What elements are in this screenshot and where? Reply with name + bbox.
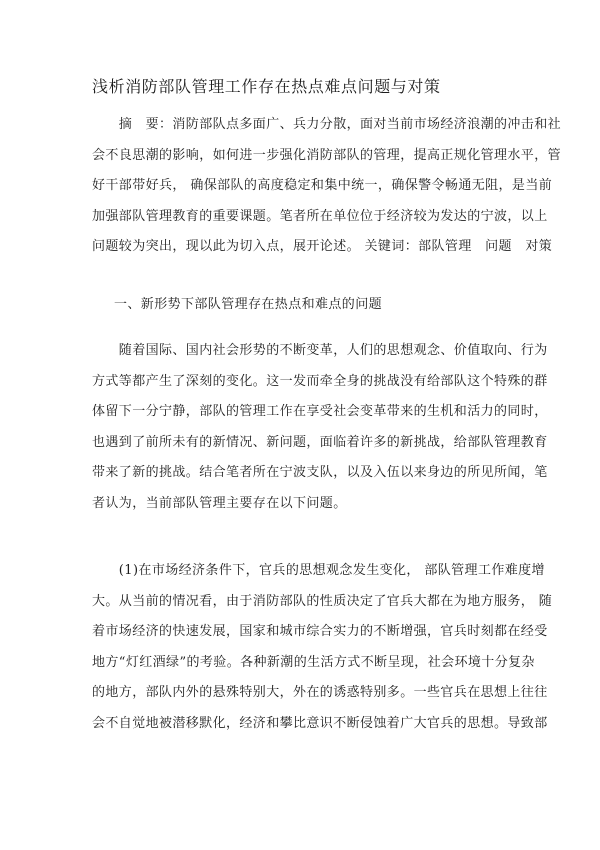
paragraph-line: (1)在市场经济条件下，官兵的思想观念发生变化， 部队管理工作难度增: [92, 563, 545, 578]
body-paragraph-1: [92, 336, 548, 519]
paragraph-line: 大。从当前的情况看，由于消防部队的性质决定了官兵大都在为地方服务， 随: [92, 593, 553, 609]
paragraph-line: 者认为，当前部队管理主要存在以下问题。: [92, 495, 347, 511]
document-title: 浅析消防部队管理工作存在热点难点问题与对策: [92, 77, 441, 96]
body-paragraph-2: [92, 556, 553, 739]
paragraph-line: 会不自觉地被潜移默化，经济和攀比意识不断侵蚀着广大官兵的思想。导致部: [92, 715, 548, 731]
abstract-paragraph: [92, 110, 562, 263]
abstract-line: 问题较为突出，现以此为切入点，展开论述。 关键词：部队管理 问题 对策: [92, 239, 553, 254]
section-heading: 一、新形势下部队管理存在热点和难点的问题: [114, 297, 383, 312]
paragraph-line: 体留下一分宁静，部队的管理工作在享受社会变革带来的生机和活力的同时，: [92, 404, 548, 419]
paragraph-line: 带来了新的挑战。结合笔者所在宁波支队，以及入伍以来身边的所见所闻，笔: [92, 465, 548, 480]
paragraph-line: 地方“灯红酒绿”的考验。各种新潮的生活方式不断呈现，社会环境十分复杂: [92, 654, 535, 670]
abstract-line: 摘 要：消防部队点多面广、兵力分散，面对当前市场经济浪潮的冲击和社: [92, 117, 562, 132]
abstract-line: 加强部队管理教育的重要课题。笔者所在单位位于经济较为发达的宁波，以上: [92, 208, 548, 224]
paragraph-line: 着市场经济的快速发展，国家和城市综合实力的不断增强，官兵时刻都在经受: [92, 624, 548, 639]
paragraph-line: 的地方，部队内外的悬殊特别大，外在的诱惑特别多。一些官兵在思想上往往: [92, 685, 548, 700]
paragraph-line: 随着国际、国内社会形势的不断变革，人们的思想观念、价值取向、行为: [92, 343, 548, 358]
abstract-line: 好干部带好兵， 确保部队的高度稳定和集中统一，确保警令畅通无阻，是当前: [92, 178, 553, 193]
paragraph-line: 方式等都产生了深刻的变化。这一发而牵全身的挑战没有给部队这个特殊的群: [92, 373, 548, 389]
abstract-line: 会不良思潮的影响，如何进一步强化消防部队的管理，提高正规化管理水平，管: [92, 147, 562, 163]
paragraph-line: 也遇到了前所未有的新情况、新问题，面临着许多的新挑战，给部队管理教育: [92, 434, 548, 450]
